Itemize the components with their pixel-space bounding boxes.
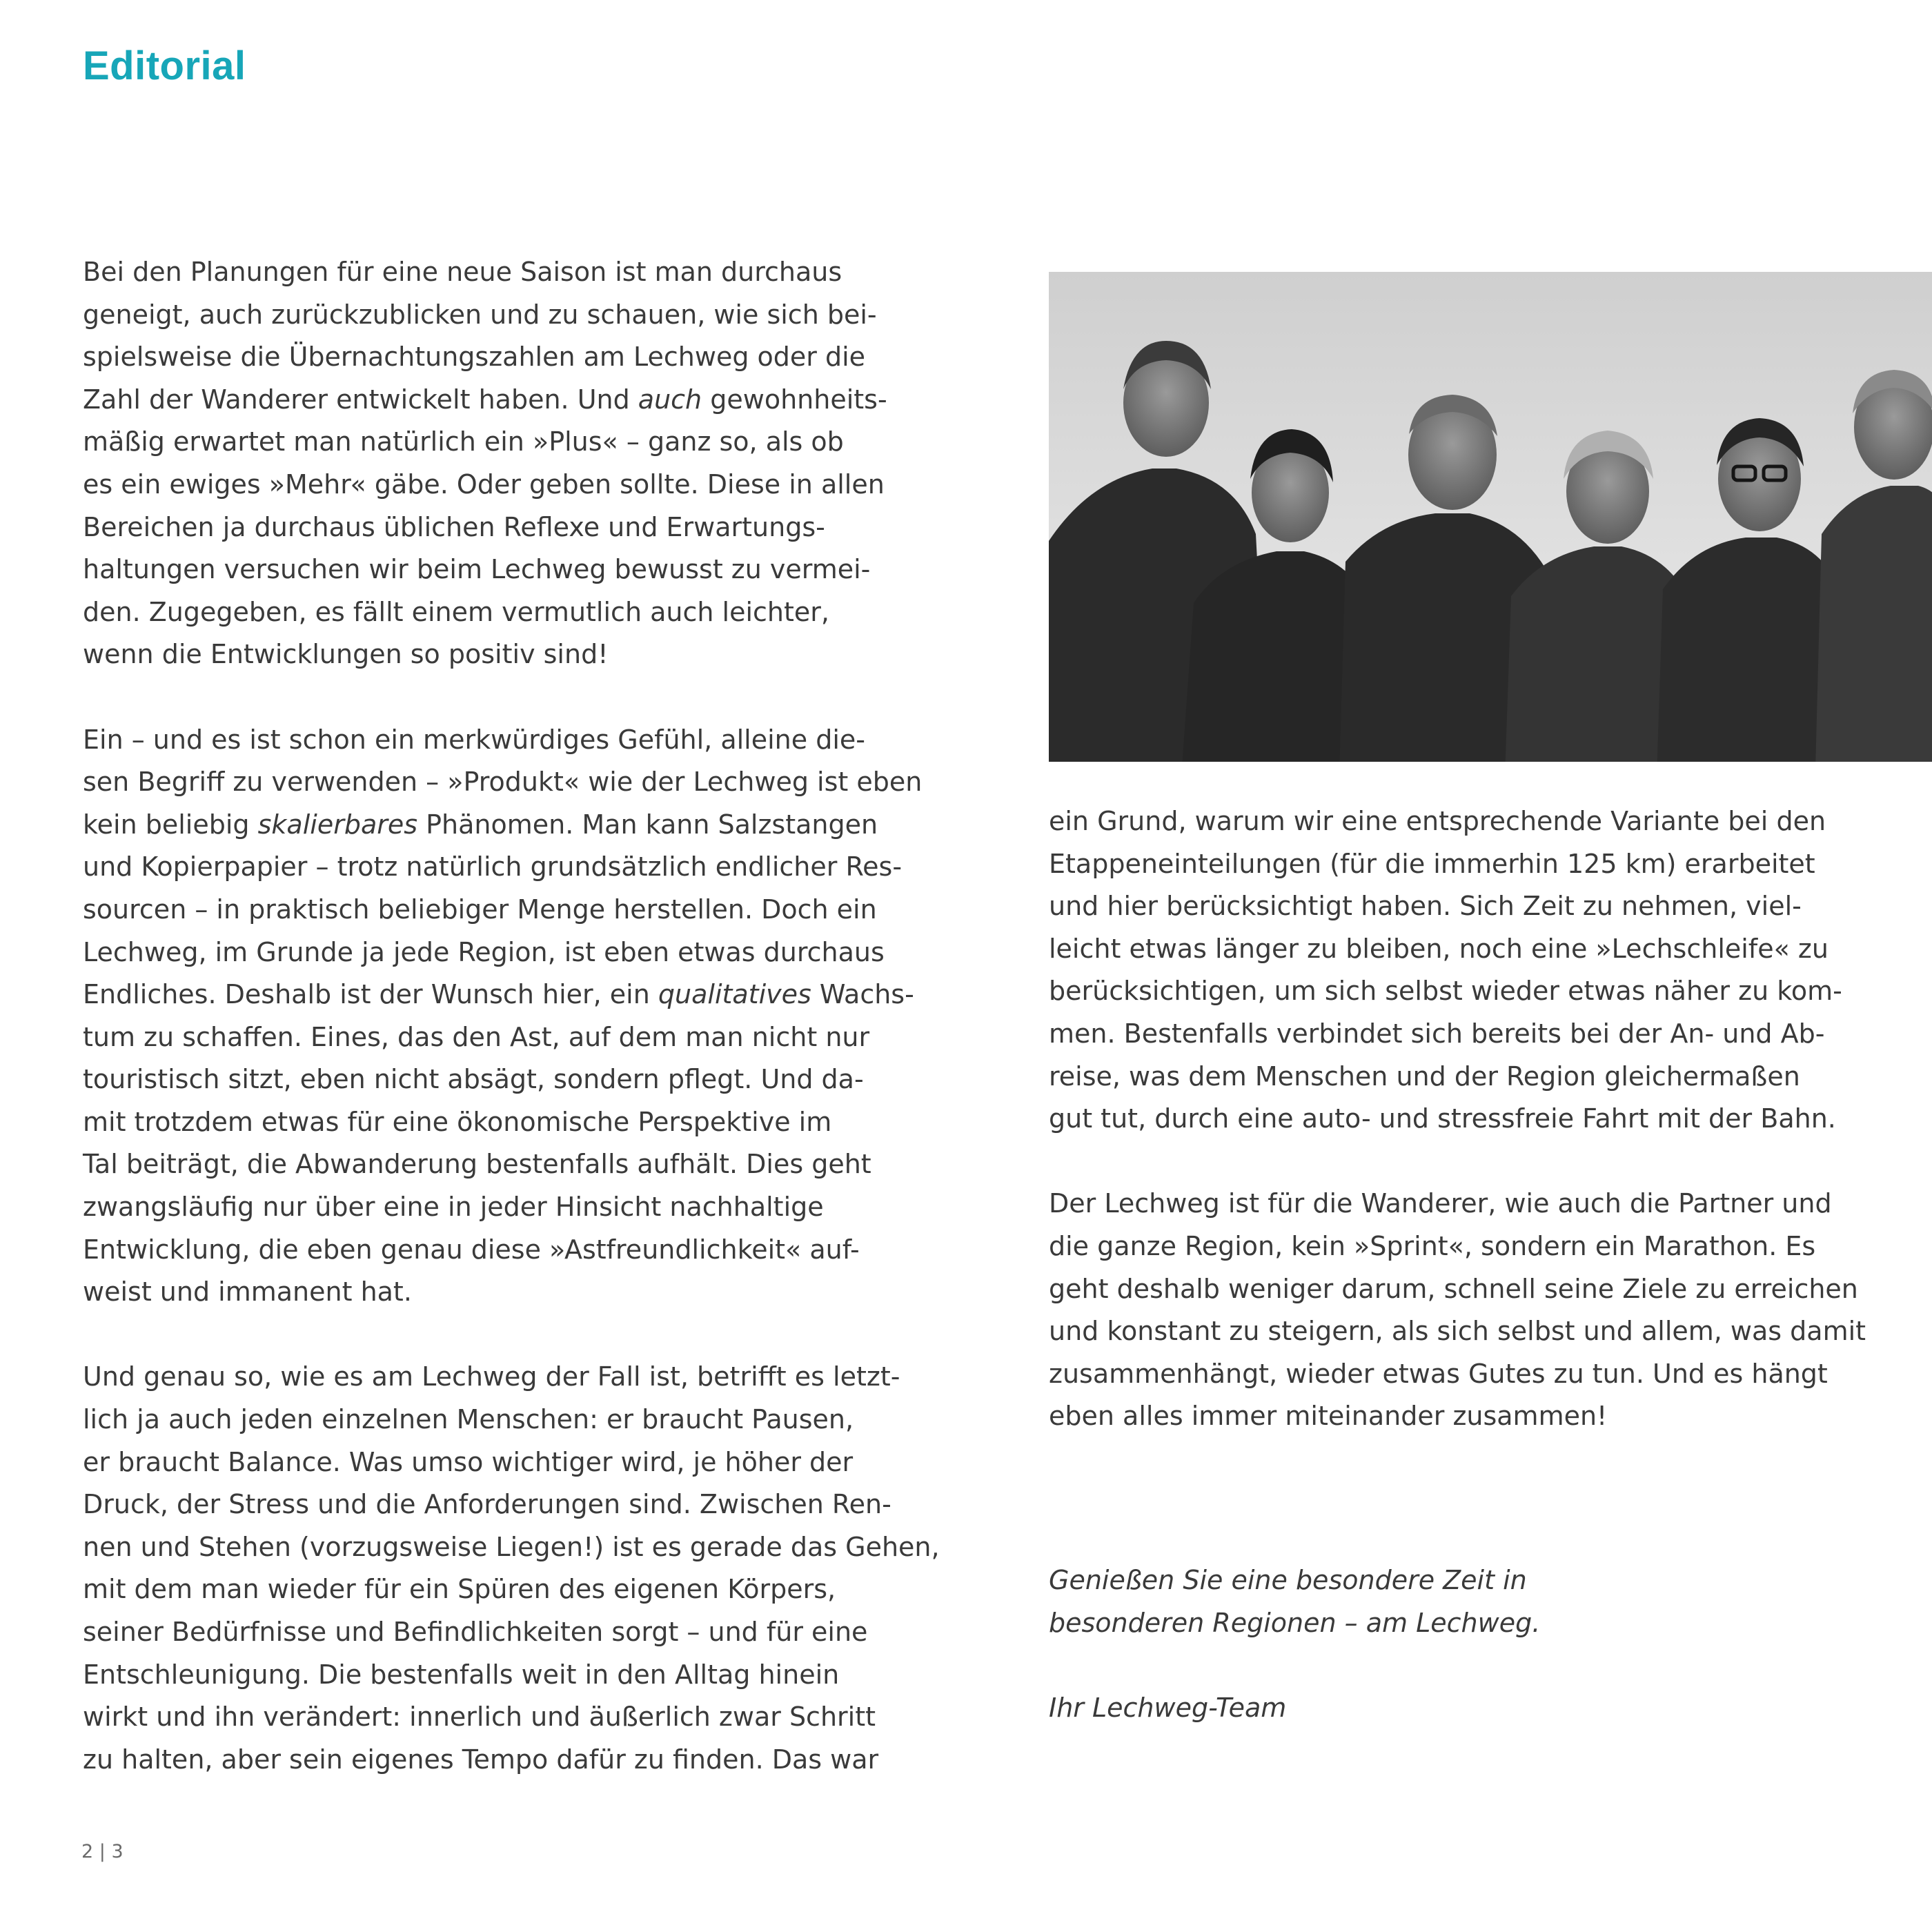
text-line: Tal beiträgt, die Abwanderung bestenfalls aufhält. Dies geht bbox=[83, 1149, 871, 1180]
text-line: gut tut, durch eine auto- und stressfreie Fahrt mit der Bahn. bbox=[1049, 1103, 1836, 1134]
text-line: Der Lechweg ist für die Wanderer, wie auch die Partner und bbox=[1049, 1188, 1832, 1219]
text-line: Bei den Planungen für eine neue Saison ist man durchaus bbox=[83, 257, 842, 287]
text-line: men. Bestenfalls verbindet sich bereits bei der An- und Ab- bbox=[1049, 1018, 1825, 1049]
emphasis: qualitatives bbox=[658, 979, 811, 1010]
emphasis: auch bbox=[638, 384, 702, 415]
text-line: Entwicklung, die eben genau diese »Astfreundlichkeit« auf- bbox=[83, 1234, 860, 1265]
text-line: er braucht Balance. Was umso wichtiger wird, je höher der bbox=[83, 1446, 854, 1477]
text-line: und konstant zu steigern, als sich selbst und allem, was damit bbox=[1049, 1316, 1866, 1347]
text-line: geht deshalb weniger darum, schnell seine Ziele zu erreichen bbox=[1049, 1273, 1858, 1304]
text-line: ein Grund, warum wir eine entsprechende Variante bei den bbox=[1049, 806, 1826, 836]
text-line: haltungen versuchen wir beim Lechweg bewusst zu vermei- bbox=[83, 554, 871, 585]
text-line: wenn die Entwicklungen so positiv sind! bbox=[83, 639, 609, 670]
text-line: Zahl der Wanderer entwickelt haben. Und auch gewohnheits- bbox=[83, 384, 887, 415]
text-line: und Kopierpapier – trotz natürlich grundsätzlich endlicher Res- bbox=[83, 851, 903, 883]
text-line: kein beliebig skalierbares Phänomen. Man kann Salzstangen bbox=[83, 809, 878, 840]
paragraph-1 bbox=[83, 251, 897, 676]
text-line: wirkt und ihn verändert: innerlich und äußerlich zwar Schritt bbox=[83, 1702, 876, 1733]
page-title: Editorial bbox=[83, 43, 246, 88]
paragraph-2 bbox=[83, 719, 923, 1314]
team-photo-icon bbox=[1049, 272, 1932, 762]
text-line: eben alles immer miteinander zusammen! bbox=[1049, 1401, 1608, 1432]
text-line: Und genau so, wie es am Lechweg der Fall ist, betrifft es letzt- bbox=[83, 1361, 900, 1392]
paragraph-4 bbox=[1049, 800, 1891, 1141]
text-line: mäßig erwartet man natürlich ein »Plus« – ganz so, als ob bbox=[83, 426, 844, 457]
text-line: zusammenhängt, wieder etwas Gutes zu tun. Und es hängt bbox=[1049, 1358, 1828, 1389]
text-line: nen und Stehen (vorzugsweise Liegen!) ist es gerade das Gehen, bbox=[83, 1531, 940, 1562]
text-line: lich ja auch jeden einzelnen Menschen: er braucht Pausen, bbox=[83, 1404, 854, 1435]
text-line: reise, was dem Menschen und der Region gleichermaßen bbox=[1049, 1061, 1800, 1092]
text-line: Entschleunigung. Die bestenfalls weit in den Alltag hinein bbox=[83, 1659, 840, 1690]
person-6 bbox=[1815, 370, 1932, 762]
text-line: sourcen – in praktisch beliebiger Menge herstellen. Doch ein bbox=[83, 894, 877, 925]
text-line: die ganze Region, kein »Sprint«, sondern ein Marathon. Es bbox=[1049, 1230, 1816, 1261]
right-column bbox=[1049, 800, 1891, 1438]
text-line: Druck, der Stress und die Anforderungen sind. Zwischen Ren- bbox=[83, 1489, 891, 1520]
text-line: Lechweg, im Grunde ja jede Region, ist eben etwas durchaus bbox=[83, 936, 885, 967]
closing-line-1: Genießen Sie eine besondere Zeit in bbox=[1049, 1565, 1527, 1595]
text-line: Bereichen ja durchaus üblichen Reflexe und Erwartungs- bbox=[83, 511, 825, 542]
text-line: touristisch sitzt, eben nicht absägt, sondern pflegt. Und da- bbox=[83, 1064, 864, 1095]
text-line: sen Begriff zu verwenden – »Produkt« wie der Lechweg ist eben bbox=[83, 767, 923, 798]
page-number: 2 | 3 bbox=[81, 1841, 124, 1862]
text-line: Endliches. Deshalb ist der Wunsch hier, ein qualitatives Wachs- bbox=[83, 979, 914, 1010]
text-line: es ein ewiges »Mehr« gäbe. Oder geben sollte. Diese in allen bbox=[83, 469, 885, 500]
text-line: weist und immanent hat. bbox=[83, 1276, 412, 1308]
text-line: geneigt, auch zurückzublicken und zu schauen, wie sich bei- bbox=[83, 299, 877, 330]
left-column bbox=[83, 251, 940, 1781]
closing bbox=[1049, 1559, 1540, 1729]
signature: Ihr Lechweg-Team bbox=[1049, 1692, 1287, 1723]
text-line: leicht etwas länger zu bleiben, noch eine »Lechschleife« zu bbox=[1049, 933, 1828, 964]
text-line: tum zu schaffen. Eines, das den Ast, auf dem man nicht nur bbox=[83, 1021, 870, 1052]
text-line: mit dem man wieder für ein Spüren des eigenen Körpers, bbox=[83, 1574, 836, 1605]
text-line: und hier berücksichtigt haben. Sich Zeit zu nehmen, viel- bbox=[1049, 891, 1802, 922]
text-line: zu halten, aber sein eigenes Tempo dafür zu finden. Das war bbox=[83, 1744, 879, 1775]
text-line: mit trotzdem etwas für eine ökonomische Perspektive im bbox=[83, 1106, 832, 1137]
text-line: den. Zugegeben, es fällt einem vermutlich auch leichter, bbox=[83, 596, 829, 627]
text-line: berücksichtigen, um sich selbst wieder etwas näher zu kom- bbox=[1049, 976, 1842, 1007]
team-photo bbox=[1049, 272, 1932, 762]
text-line: seiner Bedürfnisse und Befindlichkeiten sorgt – und für eine bbox=[83, 1617, 868, 1647]
text-line: Ein – und es ist schon ein merkwürdiges Gefühl, alleine die- bbox=[83, 724, 865, 755]
paragraph-5 bbox=[1049, 1183, 1891, 1438]
paragraph-3 bbox=[83, 1356, 940, 1781]
text-line: Etappeneinteilungen (für die immerhin 125 km) erarbeitet bbox=[1049, 848, 1815, 879]
text-line: spielsweise die Übernachtungszahlen am Lechweg oder die bbox=[83, 342, 866, 373]
emphasis: skalierbares bbox=[257, 809, 418, 840]
closing-line-2: besonderen Regionen – am Lechweg. bbox=[1049, 1607, 1541, 1638]
text-line: zwangsläufig nur über eine in jeder Hinsicht nachhaltige bbox=[83, 1192, 824, 1223]
